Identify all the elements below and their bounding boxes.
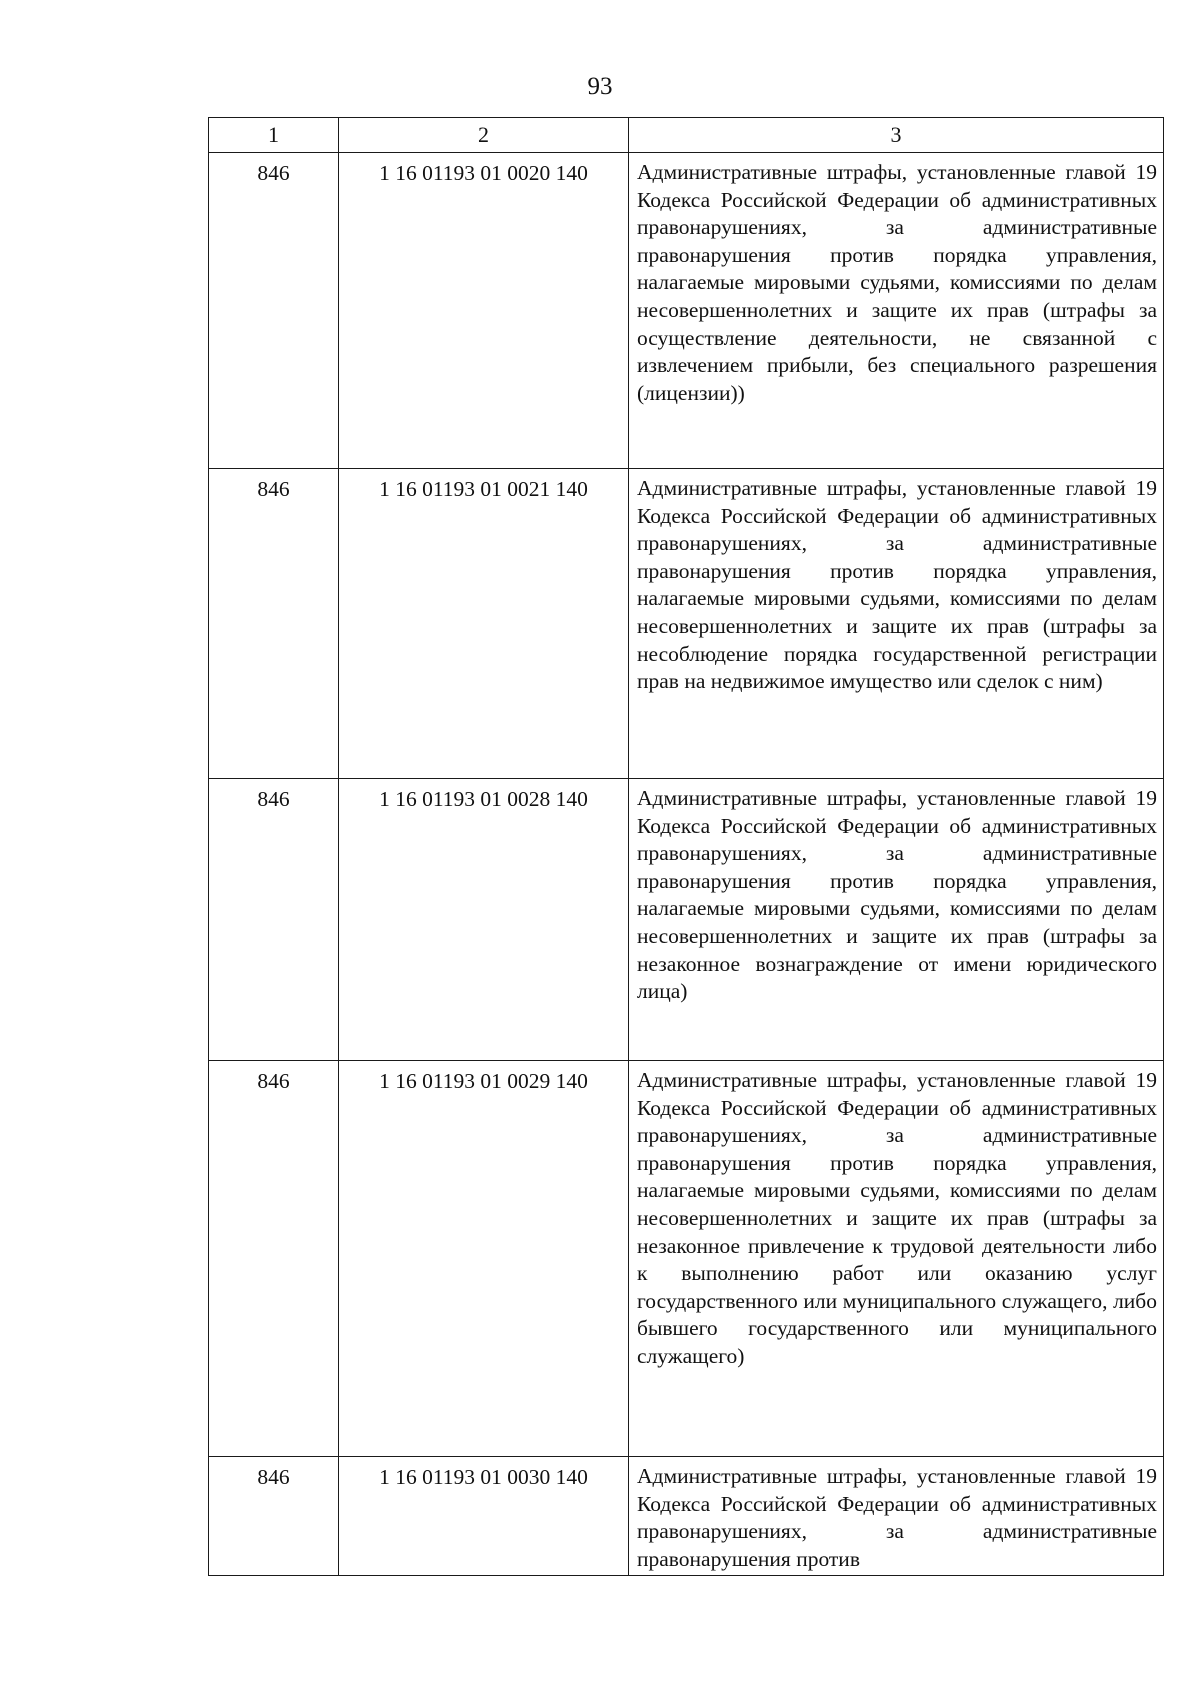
table-row [209,1457,1164,1576]
table-header-row [209,118,1164,153]
admin-code-cell: 846 [209,1457,339,1576]
table-row [209,779,1164,1061]
admin-code-cell: 846 [209,779,339,1061]
admin-code-cell: 846 [209,1061,339,1457]
column-header-3: 3 [629,118,1164,153]
description-cell: Административные штрафы, установленные главой 19 Кодекса Российской Федерации об административных правонарушениях, за административные правонарушения против [629,1457,1164,1576]
budget-classification-table [208,117,1164,1576]
page-number: 93 [587,73,613,100]
table-row [209,469,1164,779]
column-header-1: 1 [209,118,339,153]
admin-code-cell: 846 [209,469,339,779]
table-row [209,153,1164,469]
kbk-code-cell: 1 16 01193 01 0020 140 [339,153,629,469]
description-cell: Административные штрафы, установленные главой 19 Кодекса Российской Федерации об административных правонарушениях, за административные правонарушения против порядка управления, налагаемые мировыми судьями, комиссиями по делам несовершеннолетних и защите их прав (штрафы за несоблюдение порядка государственной регистрации прав на недвижимое имущество или сделок с ним) [629,469,1164,779]
kbk-code-cell: 1 16 01193 01 0030 140 [339,1457,629,1576]
column-header-2: 2 [339,118,629,153]
description-cell: Административные штрафы, установленные главой 19 Кодекса Российской Федерации об административных правонарушениях, за административные правонарушения против порядка управления, налагаемые мировыми судьями, комиссиями по делам несовершеннолетних и защите их прав (штрафы за осуществление деятельности, не связанной с извлечением прибыли, без специального разрешения (лицензии)) [629,153,1164,469]
kbk-code-cell: 1 16 01193 01 0028 140 [339,779,629,1061]
kbk-code-cell: 1 16 01193 01 0021 140 [339,469,629,779]
description-cell: Административные штрафы, установленные главой 19 Кодекса Российской Федерации об административных правонарушениях, за административные правонарушения против порядка управления, налагаемые мировыми судьями, комиссиями по делам несовершеннолетних и защите их прав (штрафы за незаконное вознаграждение от имени юридического лица) [629,779,1164,1061]
description-cell: Административные штрафы, установленные главой 19 Кодекса Российской Федерации об административных правонарушениях, за административные правонарушения против порядка управления, налагаемые мировыми судьями, комиссиями по делам несовершеннолетних и защите их прав (штрафы за незаконное привлечение к трудовой деятельности либо к выполнению работ или оказанию услуг государственного или муниципального служащего, либо бывшего государственного или муниципального служащего) [629,1061,1164,1457]
admin-code-cell: 846 [209,153,339,469]
kbk-code-cell: 1 16 01193 01 0029 140 [339,1061,629,1457]
table-row [209,1061,1164,1457]
